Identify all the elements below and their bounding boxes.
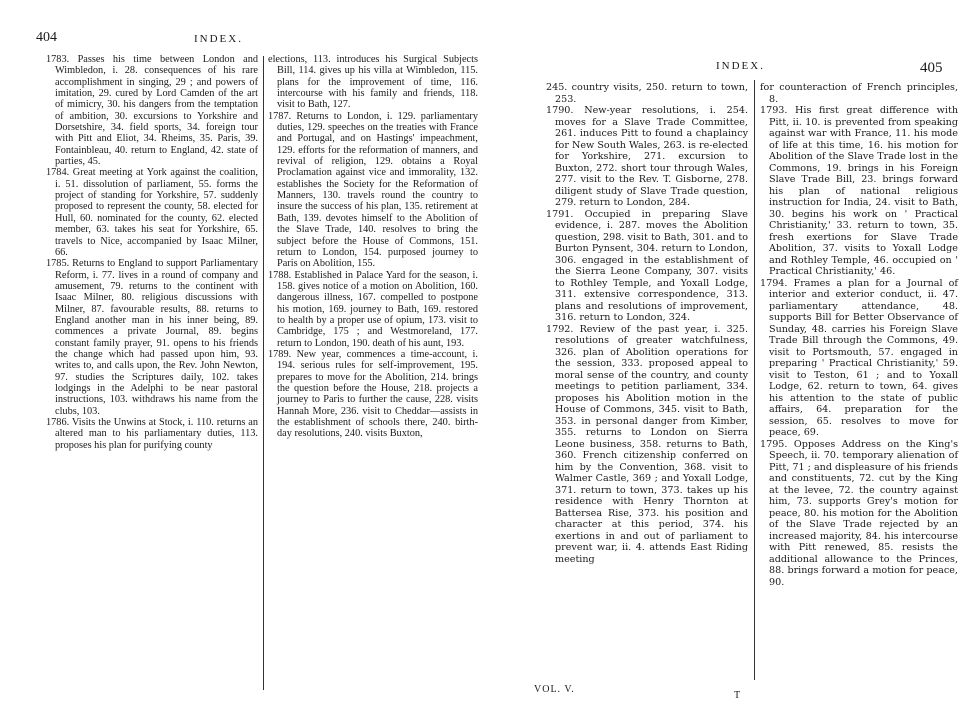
- left-column-1: [46, 54, 258, 451]
- index-entry: 1789. New year, commences a time-account, i. 194. serious rules for self-improvement, 195. prepares to move for the Abolition, 214. brings the question before the House, 218. projects a journey to Paris to further the cause, 228. visits Hannah More, 236. visit to Cheddar—assists in the establishment of schools there, 240. birth-day resolutions, 240. visits Buxton,: [268, 348, 478, 440]
- index-entry: 1790. New-year resolutions, i. 254. moves for a Slave Trade Committee, 261. induces Pitt to found a chaplaincy for New South Wales, 263. is re-elected for Yorkshire, 271. excursion to Buxton, 272. short tour through Wales, 277. visit to the Rev. T. Gisborne, 278. diligent study of Slave Trade question, 279. return to London, 284.: [546, 105, 748, 208]
- left-column-2: [268, 54, 478, 440]
- index-entry: 1793. His first great difference with Pitt, ii. 10. is prevented from speaking against war with France, 11. his mode of life at this time, 16. his motion for Abolition of the Slave Trade lost in the Commons, 19. brings in his Foreign Slave Trade Bill, 23. brings forward his plan of national religious instruction for India, 24. visit to Bath, 30. begins his work on ' Practical Christianity,' 33. return to town, 35. fresh exertions for Slave Trade Abolition, 37. visits to Yoxall Lodge and Rothley Temple, 46. occupied on ' Practical Christianity,' 46.: [760, 105, 958, 277]
- index-entry: 1795. Opposes Address on the King's Speech, ii. 70. temporary alienation of Pitt, 71 ; and displeasure of his friends and constituents, 72. cut by the King at the levee, 72. the country against him, 73. supports Grey's motion for peace, 80. his motion for the Abolition of the Slave Trade rejected by an increased majority, 84. his intercourse with Pitt renewed, 85. resists the additional allowance to the Princes, 88. brings forward a motion for peace, 90.: [760, 438, 958, 588]
- index-entry: 1792. Review of the past year, i. 325. resolutions of greater watchfulness, 326. plan of Abolition operations for the session, 333. proposed appeal to moral sense of the country, and county meetings to petition parliament, 334. proposes his Abolition motion in the House of Commons, 345. visit to Bath, 353. in personal danger from Kimber, 355. returns to London on Sierra Leone business, 358. returns to Bath, 360. French citizenship conferred on him by the Convention, 368. visit to Walmer Castle, 369 ; and Yoxall Lodge, 371. return to town, 373. takes up his residence with Henry Thornton at Battersea Rise, 373. his position and character at this period, 374. his exertions in and out of parliament to prevent war, ii. 4. attends East Riding meeting: [546, 323, 748, 565]
- left-page-number: 404: [36, 30, 57, 45]
- right-running-head: INDEX.: [716, 60, 765, 72]
- index-entry: for counteraction of French principles, 8.: [760, 82, 958, 105]
- right-page-number: 405: [920, 60, 943, 76]
- index-entry: 245. country visits, 250. return to town, 253.: [546, 82, 748, 105]
- index-entry: 1784. Great meeting at York against the coalition, i. 51. dissolution of parliament, 55. forms the project of standing for Yorkshire, 57. suddenly proposed to represent the county, 58. elected for Hull, 60. nominated for the county, 62. elected member, 63. takes his seat for Yorkshire, 65. travels to Nice, accompanied by Isaac Milner, 66.: [46, 167, 258, 258]
- index-entry: 1785. Returns to England to support Parliamentary Reform, i. 77. lives in a round of company and amusement, 79. returns to the continent with Isaac Milner, 80. religious discussions with Milner, 87. favourable results, 88. returns to England another man in his inner being, 89. commences a private Journal, 89. begins constant family prayer, 91. opens to his friends the change which had passed upon him, 93. writes to, and calls upon, the Rev. John Newton, 97. studies the Scriptures daily, 102. takes lodgings in the Adelphi to be near pastoral instructions, 103. withdraws his name from the clubs, 103.: [46, 258, 258, 417]
- index-entry: 1788. Established in Palace Yard for the season, i. 158. gives notice of a motion on Abolition, 160. dangerous illness, 167. compelled to postpone his motion, 169. journey to Bath, 169. restored to health by a proper use of opium, 173. visit to Cambridge, 175 ; and Westmoreland, 177. return to London, 190. death of his aunt, 193.: [268, 269, 478, 349]
- index-entry: elections, 113. introduces his Surgical Subjects Bill, 114. gives up his villa at Wimbledon, 115. plans for the improvement of time, 116. intercourse with his family and friends, 118. visit to Bath, 127.: [268, 54, 478, 111]
- index-entry: 1783. Passes his time between London and Wimbledon, i. 28. consequences of his rare accomplishment in singing, 29 ; and powers of imitation, 29. cured by Lord Camden of the art of mimicry, 30. his dangers from the temptation of ambition, 30. excursions to Yorkshire and Dorsetshire, 34. field sports, 34. foreign tour with Pitt and Eliot, 34. Rheims, 35. Paris, 39. Fontainbleau, 40. return to England, 42. state of parties, 45.: [46, 54, 258, 168]
- right-column-2: [760, 82, 958, 588]
- right-column-1: [546, 82, 748, 565]
- volume-signature: VOL. V.: [534, 684, 575, 695]
- index-entry: 1791. Occupied in preparing Slave evidence, i. 287. moves the Abolition question, 298. visit to Bath, 301. and to Burton Pynsent, 304. return to London, 306. engaged in the establishment of the Sierra Leone Company, 307. visits to Rothley Temple, and Yoxall Lodge, 311. extensive correspondence, 313. plans and resolutions of improvement, 316. return to London, 324.: [546, 208, 748, 323]
- index-entry: 1787. Returns to London, i. 129. parliamentary duties, 129. speeches on the treaties with France and Portugal, and on Hastings' impeachment, 129. efforts for the reformation of manners, and revival of religion, 129. obtains a Royal Proclamation against vice and immorality, 132. establishes the Society for the Reformation of Manners, 130. travels round the country to insure the success of his plan, 135. retirement at Bath, 139. devotes himself to the Abolition of the Slave Trade, 140. resolves to bring the subject before the House of Commons, 151. return to London, 154. purposed journey to Paris on Abolition, 155.: [268, 110, 478, 270]
- right-page: [490, 0, 980, 705]
- column-divider: [263, 56, 264, 690]
- column-divider: [754, 80, 755, 680]
- gathering-signature: T: [734, 690, 742, 701]
- index-entry: 1786. Visits the Unwins at Stock, i. 110. returns an altered man to his parliamentary duties, 113. proposes his plan for purifying county: [46, 417, 258, 451]
- index-entry: 1794. Frames a plan for a Journal of interior and exterior conduct, ii. 47. parliamentary attendance, 48. supports Bill for Better Observance of Sunday, 48. carries his Foreign Slave Trade Bill through the Commons, 49. visit to Portsmouth, 57. engaged in preparing ' Practical Christianity,' 59. visit to Teston, 61 ; and to Yoxall Lodge, 62. return to town, 64. gives his attention to the state of public affairs, 64. preparation for the session, 65. resolves to move for peace, 69.: [760, 277, 958, 438]
- left-running-head: INDEX.: [194, 33, 243, 45]
